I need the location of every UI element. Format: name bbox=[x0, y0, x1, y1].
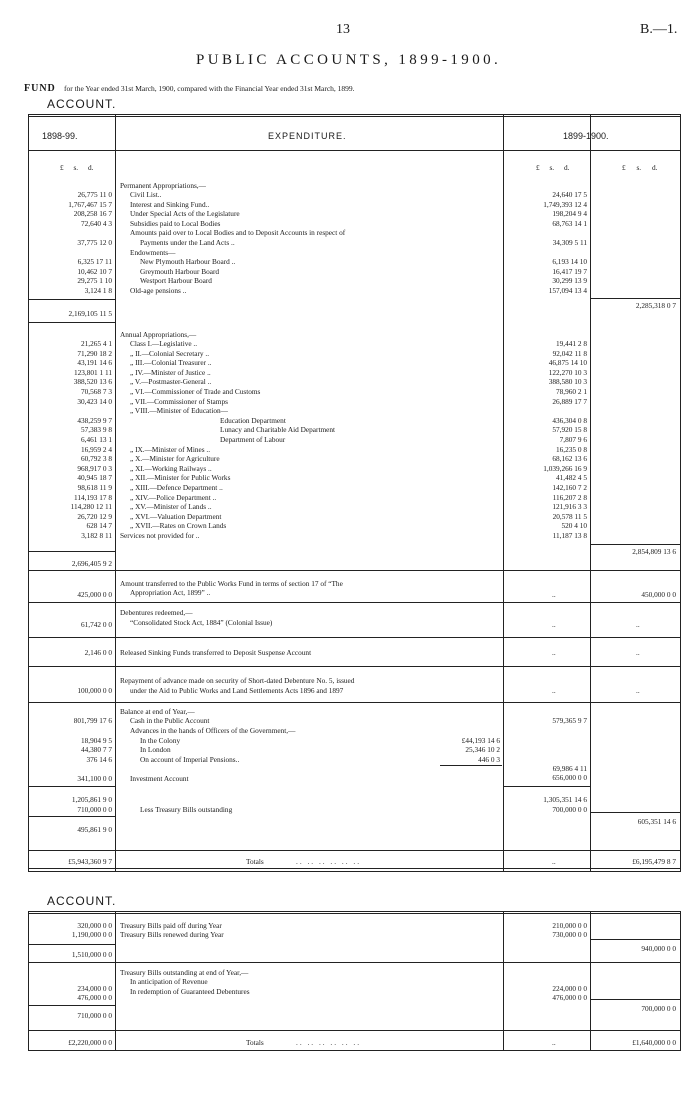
table-top-rule-inner bbox=[28, 116, 680, 117]
table-row-value: 92,042 11 8 bbox=[552, 348, 587, 358]
second-totals-top-rule bbox=[28, 1030, 680, 1031]
balance-mid-rule bbox=[503, 786, 590, 787]
investment-line: Investment Account bbox=[130, 774, 189, 783]
paid-line: Treasury Bills paid off during Year bbox=[120, 921, 222, 930]
repayment-rule bbox=[28, 702, 680, 703]
permanent-heading: Permanent Appropriations,— bbox=[120, 181, 206, 190]
table-row-value bbox=[505, 406, 587, 416]
released-rule bbox=[28, 666, 680, 667]
table-row-value: 11,187 13 8 bbox=[552, 530, 587, 540]
table-row-value: 43,191 14 6 bbox=[77, 358, 112, 368]
table-row-label: „ XIV.—Police Department .. bbox=[130, 492, 217, 502]
table-row-label: „ X.—Minister for Agriculture bbox=[130, 454, 220, 464]
table-row-value: 7,807 9 6 bbox=[559, 434, 587, 444]
subtotal-section-rule bbox=[28, 962, 680, 963]
currency-header-mid: £ s. d. bbox=[536, 163, 570, 172]
public-works-left: 425,000 0 0 bbox=[77, 590, 112, 599]
table-row-value: 72,640 4 3 bbox=[80, 218, 112, 228]
table-row-value: 19,441 2 8 bbox=[555, 339, 587, 348]
cash-line: Cash in the Public Account bbox=[130, 716, 210, 725]
table-row-label: Class I.—Legislative .. bbox=[130, 339, 198, 348]
table-row-label: „ XII.—Minister for Public Works bbox=[130, 473, 231, 483]
table-row-value: 60,792 3 8 bbox=[80, 454, 112, 464]
paid-mid: 210,000 0 0 bbox=[552, 921, 587, 930]
totals-mid: .. bbox=[552, 857, 556, 866]
table-row-label: „ XV.—Minister of Lands .. bbox=[130, 502, 212, 512]
table-row-value: 37,775 12 0 bbox=[77, 237, 112, 247]
table-row-value bbox=[505, 248, 587, 258]
table-row-label: „ II.—Colonial Secretary .. bbox=[130, 348, 210, 358]
table-row-label: „ IX.—Minister of Mines .. bbox=[130, 444, 211, 454]
annual-right-total: 2,854,809 13 6 bbox=[632, 547, 676, 556]
released-mid: .. bbox=[552, 648, 556, 657]
annual-left-total: 2,696,405 9 2 bbox=[71, 559, 112, 568]
table-row-label: Lunacy and Charitable Aid Department bbox=[220, 425, 336, 435]
renewed-left: 1,190,000 0 0 bbox=[71, 930, 112, 939]
outstanding-right-rule bbox=[590, 999, 680, 1000]
revenue-line: In anticipation of Revenue bbox=[130, 977, 208, 986]
table-row-value: 388,520 13 6 bbox=[73, 377, 112, 387]
totals-right: £6,195,479 8 7 bbox=[632, 857, 676, 866]
table-row-value: 122,270 10 3 bbox=[548, 367, 587, 377]
permanent-right-rule bbox=[590, 298, 680, 299]
treasury-line: Less Treasury Bills outstanding bbox=[140, 805, 233, 814]
permanent-left-values bbox=[30, 190, 112, 296]
investment-mid: 656,000 0 0 bbox=[552, 773, 587, 782]
treasury-left: 710,000 0 0 bbox=[77, 805, 112, 814]
table-row-value: 26,720 12 9 bbox=[77, 511, 112, 521]
table-row-value: 98,618 11 9 bbox=[77, 482, 112, 492]
subtotal-right: 940,000 0 0 bbox=[641, 944, 676, 953]
table-right-border bbox=[680, 114, 681, 872]
currency-header-left: £ s. d. bbox=[60, 163, 94, 172]
renewed-mid: 730,000 0 0 bbox=[552, 930, 587, 939]
revenue-left: 234,000 0 0 bbox=[77, 984, 112, 993]
page-number: 13 bbox=[336, 22, 350, 37]
table-row-label: „ XIII.—Defence Department .. bbox=[130, 482, 223, 492]
table-row-value: 10,462 10 7 bbox=[77, 266, 112, 276]
table-row-value: 123,801 1 11 bbox=[73, 367, 112, 377]
table-row-value: 520 4 10 bbox=[561, 521, 587, 531]
table-row-value: 208,258 16 7 bbox=[73, 209, 112, 219]
second-totals-dot-leaders: .. .. .. .. .. .. bbox=[296, 1038, 362, 1047]
balance-heading: Balance at end of Year,— bbox=[120, 707, 195, 716]
permanent-lines bbox=[130, 190, 500, 296]
revenue-mid: 224,000 0 0 bbox=[552, 984, 587, 993]
head-1899-1900: 1899-1900. bbox=[563, 131, 609, 141]
table-row-value: 198,204 9 4 bbox=[552, 209, 587, 219]
currency-header-right: £ s. d. bbox=[622, 163, 658, 172]
table-row-value: 1,749,393 12 4 bbox=[543, 199, 587, 209]
permanent-left-total: 2,169,105 11 5 bbox=[68, 309, 112, 318]
table-row-value: 438,259 9 7 bbox=[77, 415, 112, 425]
table-bottom-rule bbox=[28, 871, 680, 872]
document-reference: B.—1. bbox=[640, 22, 678, 37]
net-right-rule bbox=[590, 812, 680, 813]
guaranteed-line: In redemption of Guaranteed Debentures bbox=[130, 987, 250, 996]
table-row-value: 26,775 11 0 bbox=[77, 190, 112, 199]
permanent-mid-values bbox=[505, 190, 587, 296]
debentures-line-2: “Consolidated Stock Act, 1884” (Colonial Issue) bbox=[130, 618, 273, 627]
table-row-value: 6,325 17 11 bbox=[77, 257, 112, 267]
second-account-heading: ACCOUNT. bbox=[47, 894, 117, 908]
balance-sum-left: 1,205,861 9 0 bbox=[71, 795, 112, 804]
totals-left: £5,943,360 9 7 bbox=[68, 857, 112, 866]
table-row-value: 114,280 12 11 bbox=[70, 502, 112, 512]
table-row-value: 71,290 18 2 bbox=[77, 348, 112, 358]
table-row-label: Greymouth Harbour Board bbox=[140, 266, 220, 276]
annual-lines bbox=[120, 339, 500, 540]
debentures-line-1: Debentures redeemed,— bbox=[120, 608, 193, 617]
advances-line: Advances in the hands of Officers of the Government,— bbox=[130, 726, 296, 735]
table-top-rule bbox=[28, 114, 680, 115]
net-right: 605,351 14 6 bbox=[637, 817, 676, 826]
table-row-label: „ III.—Colonial Treasurer .. bbox=[130, 358, 212, 368]
annual-right-rule bbox=[590, 544, 680, 545]
table-row-value: 16,235 0 8 bbox=[555, 444, 587, 454]
outstanding-left: 710,000 0 0 bbox=[77, 1011, 112, 1020]
public-works-mid: .. bbox=[552, 590, 556, 599]
table-row-value: 68,162 13 6 bbox=[552, 454, 587, 464]
net-left-rule bbox=[28, 816, 115, 817]
table-row-value: 40,945 18 7 bbox=[77, 473, 112, 483]
totals-dot-leaders: .. .. .. .. .. .. bbox=[296, 857, 362, 866]
table-row-label: Interest and Sinking Fund.. bbox=[130, 199, 210, 209]
table-row-label: Payments under the Land Acts .. bbox=[140, 237, 235, 247]
table-col-divider-2 bbox=[503, 114, 504, 872]
table-row-value bbox=[30, 248, 112, 258]
table-row-label: Department of Labour bbox=[220, 434, 286, 444]
table-row-label: Old-age pensions .. bbox=[130, 285, 187, 295]
table-row-value: 29,275 1 10 bbox=[77, 276, 112, 286]
public-works-line-2: Appropriation Act, 1899” .. bbox=[130, 588, 211, 597]
table-row-label: Civil List.. bbox=[130, 190, 162, 199]
annual-mid-values bbox=[505, 339, 587, 540]
totals-label: Totals bbox=[246, 857, 264, 866]
table-row-value: 388,580 10 3 bbox=[548, 377, 587, 387]
table-row-value: 24,640 17 5 bbox=[552, 190, 587, 199]
treasury-mid: 700,000 0 0 bbox=[552, 805, 587, 814]
table-row-value: 3,124 1 8 bbox=[84, 285, 112, 295]
table-row-label: Under Special Acts of the Legislature bbox=[130, 209, 240, 219]
table-row-value: 21,265 4 1 bbox=[80, 339, 112, 348]
renewed-line: Treasury Bills renewed during Year bbox=[120, 930, 224, 939]
annual-heading: Annual Appropriations,— bbox=[120, 330, 197, 339]
table-row-label: „ XVI.—Valuation Department bbox=[130, 511, 222, 521]
table-row-value: 70,568 7 3 bbox=[80, 386, 112, 396]
table-row-value: 34,309 5 11 bbox=[552, 237, 587, 247]
table-row-value: 114,193 17 8 bbox=[73, 492, 112, 502]
table-row-value: 6,193 14 10 bbox=[552, 257, 587, 267]
released-left: 2,146 0 0 bbox=[84, 648, 112, 657]
debentures-rule bbox=[28, 637, 680, 638]
table-row-label: „ VI.—Commissioner of Trade and Customs bbox=[130, 386, 261, 396]
net-left: 495,861 9 0 bbox=[77, 825, 112, 834]
balance-left-rule bbox=[28, 786, 115, 787]
colony-line: In the Colony bbox=[140, 736, 181, 745]
table-row-value: 3,182 8 11 bbox=[81, 530, 112, 540]
table-row-value bbox=[505, 228, 587, 238]
permanent-left-rule-2 bbox=[28, 322, 115, 323]
table-row-value: 121,916 3 3 bbox=[552, 502, 587, 512]
annual-section-rule bbox=[28, 570, 680, 571]
repayment-line-1: Repayment of advance made on security of Short-dated Debenture No. 5, issued bbox=[120, 676, 355, 685]
repayment-line-2: under the Aid to Public Works and Land Settlements Acts 1896 and 1897 bbox=[130, 686, 344, 695]
investment-left: 341,100 0 0 bbox=[77, 774, 112, 783]
imperial-left: 376 14 6 bbox=[86, 755, 112, 764]
london-left: 44,380 7 7 bbox=[80, 745, 112, 754]
table-row-value: 16,959 2 4 bbox=[80, 444, 112, 454]
table-row-value: 6,461 13 1 bbox=[80, 434, 112, 444]
table-row-value bbox=[30, 406, 112, 416]
table-row-value: 1,039,266 16 9 bbox=[543, 463, 587, 473]
outstanding-left-rule bbox=[28, 1005, 115, 1006]
second-totals-left: £2,220,000 0 0 bbox=[68, 1038, 112, 1047]
table-row-value: 57,920 15 8 bbox=[552, 425, 587, 435]
annual-left-values bbox=[30, 339, 112, 540]
table-row-label: Services not provided for .. bbox=[120, 530, 200, 540]
public-works-rule bbox=[28, 602, 680, 603]
head-expenditure: EXPENDITURE. bbox=[268, 131, 347, 141]
cash-left: 801,799 17 6 bbox=[73, 716, 112, 725]
balance-sum-mid: 1,305,351 14 6 bbox=[543, 795, 587, 804]
colony-left: 18,904 9 5 bbox=[80, 736, 112, 745]
table-row-value: 1,767,467 15 7 bbox=[68, 199, 112, 209]
totals-bottom-rule bbox=[28, 868, 680, 869]
table-row-label: Amounts paid over to Local Bodies and to Deposit Accounts in respect of bbox=[130, 228, 346, 238]
table-row-value: 68,763 14 1 bbox=[552, 218, 587, 228]
table-col-divider-3 bbox=[590, 114, 591, 872]
permanent-left-rule bbox=[28, 299, 115, 300]
table-row-label: „ VII.—Commissioner of Stamps bbox=[130, 396, 228, 406]
table-row-value bbox=[30, 228, 112, 238]
outstanding-line: Treasury Bills outstanding at end of Year,— bbox=[120, 968, 249, 977]
second-totals-mid: .. bbox=[552, 1038, 556, 1047]
permanent-right-total: 2,285,318 0 7 bbox=[635, 301, 676, 310]
paid-left: 320,000 0 0 bbox=[77, 921, 112, 930]
cash-mid: 579,365 9 7 bbox=[552, 716, 587, 725]
table-row-label: „ V.—Postmaster-General .. bbox=[130, 377, 212, 387]
london-inner: 25,346 10 2 bbox=[465, 745, 500, 754]
table-row-value: 628 14 7 bbox=[86, 521, 112, 531]
released-line: Released Sinking Funds transferred to Deposit Suspense Account bbox=[120, 648, 312, 657]
table-row-value: 16,417 19 7 bbox=[552, 266, 587, 276]
repayment-right: .. bbox=[636, 686, 640, 695]
table-head-rule bbox=[28, 150, 680, 151]
subtotal-left-rule bbox=[28, 944, 115, 945]
released-right: .. bbox=[636, 648, 640, 657]
table-row-value: 26,889 17 7 bbox=[552, 396, 587, 406]
london-line: In London bbox=[140, 745, 171, 754]
subtotal-left: 1,510,000 0 0 bbox=[71, 950, 112, 959]
table-row-value: 30,423 14 0 bbox=[77, 396, 112, 406]
totals-top-rule bbox=[28, 850, 680, 851]
table-row-value: 57,383 9 8 bbox=[80, 425, 112, 435]
second-totals-label: Totals bbox=[246, 1038, 264, 1047]
table-row-label: Education Department bbox=[220, 415, 286, 425]
table-row-value: 968,917 0 3 bbox=[77, 463, 112, 473]
account-heading: ACCOUNT. bbox=[47, 97, 117, 111]
table-row-value: 157,094 13 4 bbox=[548, 285, 587, 295]
fund-subtitle: for the Year ended 31st March, 1900, compared with the Financial Year ended 31st March, 1899. bbox=[64, 84, 355, 93]
guaranteed-mid: 476,000 0 0 bbox=[552, 993, 587, 1002]
annual-left-rule bbox=[28, 551, 115, 552]
table-row-label: Westport Harbour Board bbox=[140, 276, 212, 286]
table-row-label: Endowments— bbox=[130, 247, 176, 257]
outstanding-right: 700,000 0 0 bbox=[641, 1004, 676, 1013]
repayment-mid: .. bbox=[552, 686, 556, 695]
head-1898-99: 1898-99. bbox=[42, 131, 78, 141]
table-col-divider-1 bbox=[115, 114, 116, 872]
repayment-left: 100,000 0 0 bbox=[77, 686, 112, 695]
table-row-label: „ VIII.—Minister of Education— bbox=[130, 406, 228, 416]
table-row-label: „ XVII.—Rates on Crown Lands bbox=[130, 521, 227, 531]
colony-inner: £44,193 14 6 bbox=[461, 736, 500, 745]
second-top-rule bbox=[28, 911, 680, 912]
table-row-value: 142,160 7 2 bbox=[552, 482, 587, 492]
table-row-value: 436,304 0 8 bbox=[552, 415, 587, 425]
second-top-rule-inner bbox=[28, 913, 680, 914]
guaranteed-left: 476,000 0 0 bbox=[77, 993, 112, 1002]
table-row-value: 41,482 4 5 bbox=[555, 473, 587, 483]
table-row-label: Subsidies paid to Local Bodies bbox=[130, 218, 221, 228]
second-totals-right: £1,640,000 0 0 bbox=[632, 1038, 676, 1047]
table-row-value: 20,578 11 5 bbox=[552, 511, 587, 521]
table-row-value: 78,960 2 1 bbox=[555, 386, 587, 396]
imperial-inner: 446 0 3 bbox=[478, 755, 500, 764]
public-works-right: 450,000 0 0 bbox=[641, 590, 676, 599]
second-right-border bbox=[680, 911, 681, 1051]
debentures-mid: .. bbox=[552, 620, 556, 629]
table-row-value: 46,875 14 10 bbox=[548, 358, 587, 368]
table-row-value: 30,299 13 9 bbox=[552, 276, 587, 286]
debentures-right: .. bbox=[636, 620, 640, 629]
table-row-label: „ XI.—Working Railways .. bbox=[130, 463, 212, 473]
advances-total-mid: 69,986 4 11 bbox=[552, 764, 587, 773]
subtotal-right-rule bbox=[590, 939, 680, 940]
second-bottom-rule bbox=[28, 1050, 680, 1051]
advances-inner-rule bbox=[440, 765, 502, 766]
fund-label: FUND bbox=[24, 83, 56, 94]
page-title: PUBLIC ACCOUNTS, 1899-1900. bbox=[196, 52, 502, 68]
debentures-left: 61,742 0 0 bbox=[80, 620, 112, 629]
table-row-label: New Plymouth Harbour Board .. bbox=[140, 257, 236, 267]
table-row-label: „ IV.—Minister of Justice .. bbox=[130, 367, 211, 377]
table-left-border bbox=[28, 114, 29, 872]
public-works-line-1: Amount transferred to the Public Works Fund in terms of section 17 of “The bbox=[120, 579, 343, 588]
table-row-value: 116,207 2 8 bbox=[552, 492, 587, 502]
imperial-line: On account of Imperial Pensions.. bbox=[140, 755, 240, 764]
